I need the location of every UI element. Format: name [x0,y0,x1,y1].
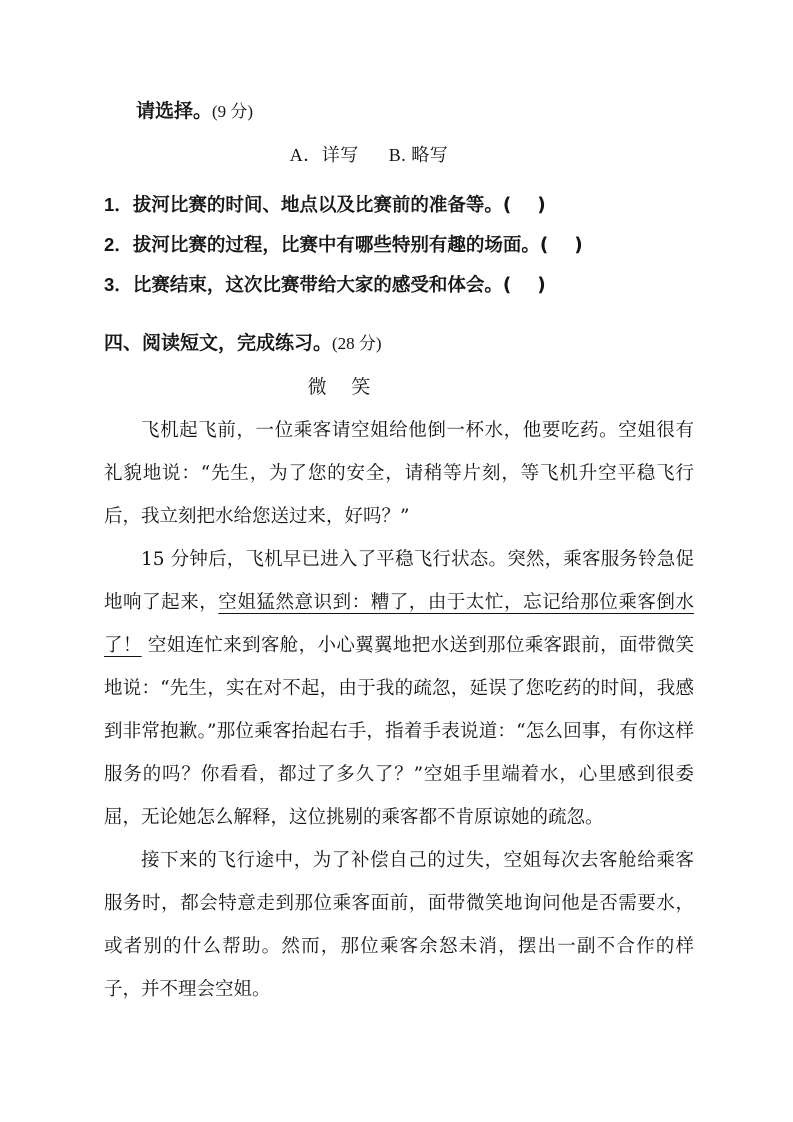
question-item-1: 1．拔河比赛的时间、地点以及比赛前的准备等。( ) [104,194,546,216]
question-1-answer-blank[interactable]: ( ) [502,195,546,216]
question-1-text: 拔河比赛的时间、地点以及比赛前的准备等。 [132,195,503,216]
section-score: (28 分) [332,334,382,353]
page-content [104,96,694,1011]
option-b[interactable]: B. 略写 [388,145,449,165]
question-2-answer-blank[interactable]: ( ) [539,235,583,256]
paragraph-3-text: 接下来的飞行途中，为了补偿自己的过失，空姐每次去客舱给乘客服务时，都会特意走到那位乘客面前，面带微笑地询问他是否需要水，或者别的什么帮助。然而，那位乘客余怒未消，摆出一副不合作的样子，并不理会空姐。 [104,850,694,1000]
section-heading [104,327,694,360]
paragraph-2-underlined-text: 空姐猛然意识到：糟了，由于太忙，忘记给那位乘客倒水了！ [104,592,694,656]
passage-paragraph-3 [104,839,694,1011]
answer-options [104,141,694,167]
question-1-number: 1 [104,194,115,215]
question-3-answer-blank[interactable]: ( ) [502,275,546,296]
question-2-text: 拔河比赛的过程，比赛中有哪些特别有趣的场面。 [132,235,540,256]
question-list [104,185,694,305]
question-3-number: 3 [104,274,115,295]
question-item-3: 3．比赛结束，这次比赛带给大家的感受和体会。( ) [104,274,546,296]
section-heading-text: 四、阅读短文，完成练习。 [104,332,333,354]
option-a[interactable]: A．详写 [289,145,359,165]
option-a-label: 详写 [321,145,359,165]
paragraph-2-text-b: 空姐连忙来到客舱，小心翼翼地把水送到那位乘客跟前，面带微笑地说：“先生，实在对不起，由于我的疏忽，延误了您吃药的时间，我感到非常抱歉。”那位乘客抬起右手，指着手表说道：“怎么回事，有你这样服务的吗？你看看，都过了多久了？”空姐手里端着水，心里感到很委屈，无论她怎么解释，这位挑剔的乘客都不肯原谅她的疏忽。 [104,635,694,828]
option-b-letter: B [388,145,402,165]
paragraph-1-text: 飞机起飞前，一位乘客请空姐给他倒一杯水，他要吃药。空姐很有礼貌地说：“先生，为了您的安全，请稍等片刻，等飞机升空平稳飞行后，我立刻把水给您送过来，好吗？” [104,420,694,527]
instruction-line [104,96,694,127]
passage-paragraph-1 [104,409,694,538]
option-b-label: 略写 [411,145,449,165]
option-a-letter: A [289,145,304,165]
question-2-number: 2 [104,234,115,255]
question-3-text: 比赛结束，这次比赛带给大家的感受和体会。 [132,275,503,296]
question-item-2: 2．拔河比赛的过程，比赛中有哪些特别有趣的场面。( ) [104,234,583,256]
instruction-score: (9 分) [212,102,254,121]
paragraph-2-text-a: 15 分钟后，飞机早已进入了平稳飞行状态。突然，乘客服务铃急促地响了起来， [104,549,694,613]
passage-body [104,409,694,1011]
instruction-text: 请选择。 [136,100,213,122]
passage-title: 微 笑 [307,377,381,398]
passage-paragraph-2 [104,538,694,839]
